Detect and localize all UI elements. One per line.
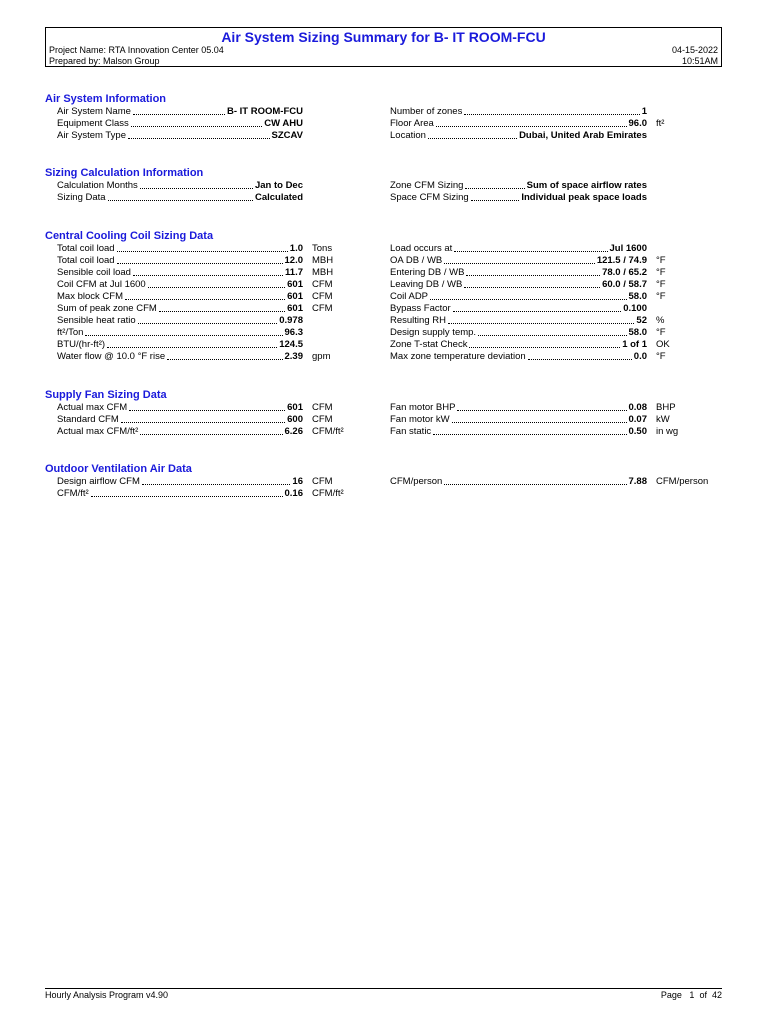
row-value: B- IT ROOM-FCU xyxy=(227,106,303,117)
data-row xyxy=(57,315,303,327)
data-row xyxy=(390,303,647,315)
row-label: Sensible heat ratio xyxy=(57,315,136,326)
row-value: 0.0 xyxy=(633,351,647,362)
dot-leader xyxy=(469,347,620,348)
row-unit: gpm xyxy=(312,351,331,362)
row-unit: CFM/person xyxy=(656,476,709,487)
row-value: 0.978 xyxy=(279,315,303,326)
row-value: 58.0 xyxy=(628,327,647,338)
dot-leader xyxy=(129,410,285,411)
data-row xyxy=(390,476,647,488)
row-unit: CFM xyxy=(312,414,333,425)
row-unit: °F xyxy=(656,351,666,362)
data-row xyxy=(57,402,303,414)
row-value: 52 xyxy=(636,315,647,326)
row-label: Bypass Factor xyxy=(390,303,451,314)
row-label: Max zone temperature deviation xyxy=(390,351,526,362)
data-row xyxy=(390,106,647,118)
data-row xyxy=(57,426,303,438)
row-label: Standard CFM xyxy=(57,414,119,425)
dot-leader xyxy=(428,138,517,139)
dot-leader xyxy=(430,299,626,300)
row-label: Air System Type xyxy=(57,130,126,141)
row-unit: % xyxy=(656,315,665,326)
dot-leader xyxy=(148,287,285,288)
data-row xyxy=(57,303,303,315)
data-row xyxy=(390,327,647,339)
row-label: Fan static xyxy=(390,426,432,437)
section-title: Supply Fan Sizing Data xyxy=(45,389,167,401)
dot-leader xyxy=(464,287,600,288)
row-label: BTU/(hr-ft²) xyxy=(57,339,106,350)
row-label: Water flow @ 10.0 °F rise xyxy=(57,351,166,362)
section-title: Sizing Calculation Information xyxy=(45,167,204,179)
row-label: Entering DB / WB xyxy=(390,267,465,278)
row-value: Individual peak space loads xyxy=(521,192,647,203)
report-time: 10:51AM xyxy=(681,56,718,66)
row-unit: CFM xyxy=(312,476,333,487)
row-label: Zone T-stat Check xyxy=(390,339,468,350)
section-title: Central Cooling Coil Sizing Data xyxy=(45,230,214,242)
data-row xyxy=(57,414,303,426)
row-value: 60.0 / 58.7 xyxy=(602,279,647,290)
row-unit: MBH xyxy=(312,255,334,266)
dot-leader xyxy=(121,422,285,423)
dot-leader xyxy=(466,275,600,276)
data-row xyxy=(57,255,303,267)
page-label: Page xyxy=(660,990,682,1000)
row-value: 600 xyxy=(287,414,303,425)
row-label: CFM/person xyxy=(390,476,443,487)
row-value: Jan to Dec xyxy=(254,180,303,191)
dot-leader xyxy=(138,323,278,324)
data-row xyxy=(57,339,303,351)
dot-leader xyxy=(117,263,283,264)
row-label: Load occurs at xyxy=(390,243,453,254)
data-row xyxy=(57,351,303,363)
dot-leader xyxy=(125,299,285,300)
page-of-label: of xyxy=(699,990,707,1000)
row-value: 1 xyxy=(641,106,647,117)
row-label: Actual max CFM/ft² xyxy=(57,426,139,437)
row-label: Fan motor kW xyxy=(390,414,450,425)
row-value: 78.0 / 65.2 xyxy=(602,267,647,278)
dot-leader xyxy=(471,200,520,201)
row-unit: °F xyxy=(656,327,666,338)
row-value: 0.08 xyxy=(628,402,647,413)
row-unit: CFM xyxy=(312,279,333,290)
row-label: Coil CFM at Jul 1600 xyxy=(57,279,146,290)
row-label: Calculation Months xyxy=(57,180,138,191)
row-label: ft²/Ton xyxy=(57,327,84,338)
data-row xyxy=(390,130,647,142)
row-value: 96.3 xyxy=(284,327,303,338)
row-label: OA DB / WB xyxy=(390,255,443,266)
data-row xyxy=(390,351,647,363)
data-row xyxy=(57,279,303,291)
row-label: Coil ADP xyxy=(390,291,429,302)
dot-leader xyxy=(133,114,225,115)
dot-leader xyxy=(140,434,282,435)
row-unit: CFM xyxy=(312,402,333,413)
row-unit: OK xyxy=(656,339,670,350)
footer-divider xyxy=(45,988,722,989)
row-value: 1 of 1 xyxy=(622,339,647,350)
row-label: Sizing Data xyxy=(57,192,106,203)
row-unit: in wg xyxy=(656,426,679,437)
row-label: Actual max CFM xyxy=(57,402,128,413)
dot-leader xyxy=(85,335,282,336)
prepared-by: Prepared by: Malson Group xyxy=(49,56,160,66)
page-title: Air System Sizing Summary for B- IT ROOM-FCU xyxy=(221,29,546,45)
data-row xyxy=(390,243,647,255)
section-title: Outdoor Ventilation Air Data xyxy=(45,463,192,475)
dot-leader xyxy=(454,251,607,252)
row-label: Air System Name xyxy=(57,106,131,117)
row-value: 2.39 xyxy=(284,351,303,362)
dot-leader xyxy=(131,126,262,127)
dot-leader xyxy=(436,126,627,127)
data-row xyxy=(57,267,303,279)
data-row xyxy=(390,279,647,291)
row-unit: °F xyxy=(656,291,666,302)
data-row xyxy=(57,180,303,192)
data-row xyxy=(390,255,647,267)
data-row xyxy=(57,118,303,130)
dot-leader xyxy=(444,263,595,264)
row-unit: CFM xyxy=(312,303,333,314)
data-row xyxy=(390,315,647,327)
dot-leader xyxy=(117,251,288,252)
data-row xyxy=(57,327,303,339)
row-value: Dubai, United Arab Emirates xyxy=(519,130,647,141)
row-unit: Tons xyxy=(312,243,333,254)
data-row xyxy=(390,192,647,204)
dot-leader xyxy=(140,188,253,189)
row-value: 601 xyxy=(287,402,303,413)
dot-leader xyxy=(159,311,285,312)
page-total: 42 xyxy=(711,990,722,1000)
row-label: Location xyxy=(390,130,426,141)
data-row xyxy=(390,291,647,303)
row-value: 0.50 xyxy=(628,426,647,437)
row-value: Calculated xyxy=(254,192,303,203)
dot-leader xyxy=(465,188,524,189)
program-name: Hourly Analysis Program v4.90 xyxy=(45,990,169,1000)
row-unit: CFM/ft² xyxy=(312,488,344,499)
row-label: Number of zones xyxy=(390,106,463,117)
data-row xyxy=(57,106,303,118)
data-row xyxy=(57,192,303,204)
dot-leader xyxy=(453,311,622,312)
row-value: 601 xyxy=(287,303,303,314)
row-value: 601 xyxy=(287,279,303,290)
row-label: Zone CFM Sizing xyxy=(390,180,464,191)
row-value: 58.0 xyxy=(628,291,647,302)
row-value: SZCAV xyxy=(271,130,303,141)
page-indicator xyxy=(661,990,722,1000)
dot-leader xyxy=(528,359,632,360)
dot-leader xyxy=(142,484,291,485)
data-row xyxy=(57,476,303,488)
row-label: Design supply temp. xyxy=(390,327,477,338)
data-row xyxy=(57,291,303,303)
dot-leader xyxy=(167,359,282,360)
row-label: Equipment Class xyxy=(57,118,129,129)
row-label: Space CFM Sizing xyxy=(390,192,469,203)
header-frame xyxy=(45,27,722,67)
row-value: 16 xyxy=(292,476,303,487)
row-unit: CFM xyxy=(312,291,333,302)
dot-leader xyxy=(108,200,253,201)
row-unit: BHP xyxy=(656,402,676,413)
row-unit: °F xyxy=(656,267,666,278)
dot-leader xyxy=(133,275,283,276)
row-value: 1.0 xyxy=(289,243,303,254)
data-row xyxy=(390,339,647,351)
row-label: CFM/ft² xyxy=(57,488,89,499)
dot-leader xyxy=(128,138,270,139)
dot-leader xyxy=(457,410,626,411)
row-unit: ft² xyxy=(656,118,665,129)
dot-leader xyxy=(464,114,639,115)
data-row xyxy=(57,488,303,500)
row-unit: kW xyxy=(656,414,670,425)
row-label: Max block CFM xyxy=(57,291,123,302)
row-label: Leaving DB / WB xyxy=(390,279,463,290)
row-value: CW AHU xyxy=(264,118,303,129)
report-date: 04-15-2022 xyxy=(671,45,718,55)
row-value: 124.5 xyxy=(279,339,303,350)
project-name: Project Name: RTA Innovation Center 05.04 xyxy=(49,45,224,55)
row-unit: CFM/ft² xyxy=(312,426,344,437)
dot-leader xyxy=(433,434,626,435)
row-value: 7.88 xyxy=(628,476,647,487)
dot-leader xyxy=(444,484,626,485)
row-value: 12.0 xyxy=(284,255,303,266)
data-row xyxy=(390,118,647,130)
dot-leader xyxy=(452,422,627,423)
row-label: Floor Area xyxy=(390,118,434,129)
row-value: 0.16 xyxy=(284,488,303,499)
data-row xyxy=(57,130,303,142)
data-row xyxy=(390,414,647,426)
row-value: 6.26 xyxy=(284,426,303,437)
data-row xyxy=(390,402,647,414)
row-unit: °F xyxy=(656,279,666,290)
dot-leader xyxy=(448,323,634,324)
data-row xyxy=(390,267,647,279)
dot-leader xyxy=(91,496,283,497)
page-number: 1 xyxy=(689,990,695,1000)
row-value: Sum of space airflow rates xyxy=(526,180,647,191)
row-label: Design airflow CFM xyxy=(57,476,140,487)
data-row xyxy=(390,180,647,192)
row-label: Total coil load xyxy=(57,243,115,254)
dot-leader xyxy=(107,347,277,348)
row-label: Resulting RH xyxy=(390,315,446,326)
row-label: Sum of peak zone CFM xyxy=(57,303,157,314)
row-value: Jul 1600 xyxy=(609,243,647,254)
row-value: 0.100 xyxy=(623,303,647,314)
data-row xyxy=(390,426,647,438)
row-value: 601 xyxy=(287,291,303,302)
row-label: Fan motor BHP xyxy=(390,402,456,413)
row-value: 96.0 xyxy=(628,118,647,129)
row-value: 0.07 xyxy=(628,414,647,425)
row-label: Total coil load xyxy=(57,255,115,266)
dot-leader xyxy=(478,335,626,336)
row-unit: MBH xyxy=(312,267,334,278)
section-title: Air System Information xyxy=(45,93,167,105)
data-row xyxy=(57,243,303,255)
row-value: 11.7 xyxy=(285,267,303,278)
row-unit: °F xyxy=(656,255,666,266)
row-value: 121.5 / 74.9 xyxy=(596,255,647,266)
row-label: Sensible coil load xyxy=(57,267,131,278)
